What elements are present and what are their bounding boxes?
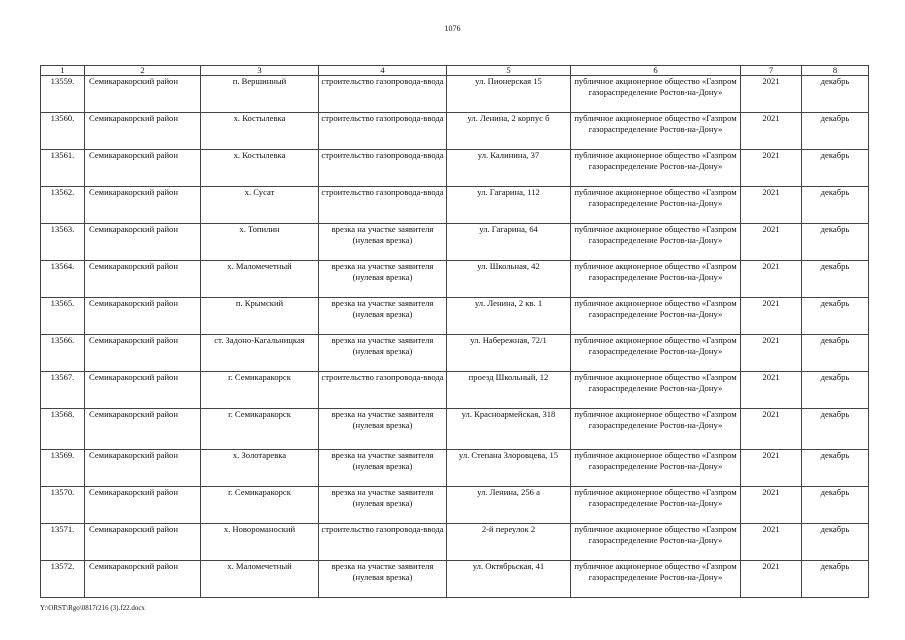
year-cell: 2021 [741,524,802,561]
row-number: 13561. [41,150,85,187]
month-cell: декабрь [802,409,869,450]
table-row [41,450,869,487]
settlement-cell: г. Семикаракорск [201,372,319,409]
year-cell: 2021 [741,335,802,372]
address-cell: ул. Октябрьская, 41 [447,561,571,598]
year-cell: 2021 [741,187,802,224]
year-cell: 2021 [741,298,802,335]
table-row [41,224,869,261]
row-number: 13562. [41,187,85,224]
district-cell: Семикаракорский район [85,409,201,450]
table-row [41,487,869,524]
column-header: 7 [741,66,802,76]
table-row [41,76,869,113]
address-cell: ул. Ленина, 2 кв. 1 [447,298,571,335]
organization-cell: публичное акционерное общество «Газпром газораспределение Ростов-на-Дону» [571,335,741,372]
row-number: 13571. [41,524,85,561]
settlement-cell: х. Новороманоский [201,524,319,561]
settlement-cell: х. Маломечетный [201,561,319,598]
month-cell: декабрь [802,224,869,261]
address-cell: ул. Ленина, 2 корпус б [447,113,571,150]
address-cell: ул. Школьная, 42 [447,261,571,298]
district-cell: Семикаракорский район [85,298,201,335]
row-number: 13563. [41,224,85,261]
settlement-cell: х. Сусат [201,187,319,224]
year-cell: 2021 [741,261,802,298]
work-type-cell: врезка на участке заявителя (нулевая врезка) [319,561,447,598]
settlement-cell: п. Крымский [201,298,319,335]
year-cell: 2021 [741,113,802,150]
district-cell: Семикаракорский район [85,150,201,187]
work-type-cell: строительство газопровода-ввода [319,187,447,224]
organization-cell: публичное акционерное общество «Газпром газораспределение Ростов-на-Дону» [571,487,741,524]
address-cell: ул. Гагарина, 64 [447,224,571,261]
work-type-cell: строительство газопровода-ввода [319,113,447,150]
address-cell: ул. Гагарина, 112 [447,187,571,224]
column-header: 4 [319,66,447,76]
month-cell: декабрь [802,150,869,187]
month-cell: декабрь [802,561,869,598]
address-cell: ул. Ленина, 256 а [447,487,571,524]
settlement-cell: х. Костылевка [201,113,319,150]
settlement-cell: п. Вершинный [201,76,319,113]
address-cell: проезд Школьный, 12 [447,372,571,409]
table-body [41,76,869,598]
district-cell: Семикаракорский район [85,261,201,298]
settlement-cell: х. Костылевка [201,150,319,187]
work-type-cell: врезка на участке заявителя (нулевая врезка) [319,261,447,298]
work-type-cell: врезка на участке заявителя (нулевая врезка) [319,487,447,524]
work-type-cell: врезка на участке заявителя (нулевая врезка) [319,298,447,335]
year-cell: 2021 [741,224,802,261]
settlement-cell: х. Топилин [201,224,319,261]
month-cell: декабрь [802,335,869,372]
year-cell: 2021 [741,409,802,450]
table-row [41,298,869,335]
table-row [41,261,869,298]
district-cell: Семикаракорский район [85,561,201,598]
work-type-cell: строительство газопровода-ввода [319,150,447,187]
row-number: 13560. [41,113,85,150]
district-cell: Семикаракорский район [85,113,201,150]
organization-cell: публичное акционерное общество «Газпром газораспределение Ростов-на-Дону» [571,187,741,224]
year-cell: 2021 [741,76,802,113]
column-header: 8 [802,66,869,76]
work-type-cell: врезка на участке заявителя (нулевая врезка) [319,224,447,261]
address-cell: ул. Красноармейская, 318 [447,409,571,450]
column-header: 6 [571,66,741,76]
work-type-cell: врезка на участке заявителя (нулевая врезка) [319,409,447,450]
address-cell: ул. Набережная, 72/1 [447,335,571,372]
address-cell: ул. Пионерская 15 [447,76,571,113]
table-row [41,524,869,561]
month-cell: декабрь [802,113,869,150]
table-row [41,409,869,450]
column-header: 2 [85,66,201,76]
work-type-cell: строительство газопровода-ввода [319,372,447,409]
row-number: 13570. [41,487,85,524]
district-cell: Семикаракорский район [85,76,201,113]
settlement-cell: ст. Задоно-Кагальницкая [201,335,319,372]
month-cell: декабрь [802,261,869,298]
row-number: 13568. [41,409,85,450]
settlement-cell: г. Семикаракорск [201,409,319,450]
year-cell: 2021 [741,372,802,409]
organization-cell: публичное акционерное общество «Газпром газораспределение Ростов-на-Дону» [571,561,741,598]
district-cell: Семикаракорский район [85,450,201,487]
month-cell: декабрь [802,487,869,524]
data-table [40,65,869,598]
row-number: 13572. [41,561,85,598]
district-cell: Семикаракорский район [85,187,201,224]
organization-cell: публичное акционерное общество «Газпром газораспределение Ростов-на-Дону» [571,113,741,150]
column-header: 1 [41,66,85,76]
district-cell: Семикаракорский район [85,372,201,409]
month-cell: декабрь [802,450,869,487]
settlement-cell: г. Семикаракорск [201,487,319,524]
row-number: 13559. [41,76,85,113]
organization-cell: публичное акционерное общество «Газпром газораспределение Ростов-на-Дону» [571,409,741,450]
organization-cell: публичное акционерное общество «Газпром газораспределение Ростов-на-Дону» [571,261,741,298]
address-cell: ул. Степана Злоровцева, 15 [447,450,571,487]
year-cell: 2021 [741,561,802,598]
district-cell: Семикаракорский район [85,335,201,372]
month-cell: декабрь [802,187,869,224]
month-cell: декабрь [802,372,869,409]
organization-cell: публичное акционерное общество «Газпром газораспределение Ростов-на-Дону» [571,372,741,409]
table-row [41,187,869,224]
organization-cell: публичное акционерное общество «Газпром газораспределение Ростов-на-Дону» [571,450,741,487]
header-row [41,66,869,76]
work-type-cell: строительство газопровода-ввода [319,76,447,113]
page-number: 1076 [444,24,461,33]
organization-cell: публичное акционерное общество «Газпром газораспределение Ростов-на-Дону» [571,224,741,261]
row-number: 13567. [41,372,85,409]
footer-file-path: Y:\ORST\Rgo\0817r216 (3).f22.docx [40,604,145,612]
work-type-cell: врезка на участке заявителя (нулевая врезка) [319,335,447,372]
district-cell: Семикаракорский район [85,487,201,524]
table-row [41,372,869,409]
district-cell: Семикаракорский район [85,524,201,561]
year-cell: 2021 [741,150,802,187]
month-cell: декабрь [802,298,869,335]
row-number: 13566. [41,335,85,372]
work-type-cell: строительство газопровода-ввода [319,524,447,561]
month-cell: декабрь [802,524,869,561]
row-number: 13569. [41,450,85,487]
district-cell: Семикаракорский район [85,224,201,261]
column-header: 5 [447,66,571,76]
table-row [41,561,869,598]
settlement-cell: х. Маломечетный [201,261,319,298]
organization-cell: публичное акционерное общество «Газпром газораспределение Ростов-на-Дону» [571,524,741,561]
year-cell: 2021 [741,487,802,524]
organization-cell: публичное акционерное общество «Газпром газораспределение Ростов-на-Дону» [571,76,741,113]
address-cell: 2-й переулок 2 [447,524,571,561]
organization-cell: публичное акционерное общество «Газпром газораспределение Ростов-на-Дону» [571,150,741,187]
work-type-cell: врезка на участке заявителя (нулевая врезка) [319,450,447,487]
row-number: 13565. [41,298,85,335]
year-cell: 2021 [741,450,802,487]
settlement-cell: х. Золотаревка [201,450,319,487]
row-number: 13564. [41,261,85,298]
column-header: 3 [201,66,319,76]
table-row [41,335,869,372]
table-row [41,113,869,150]
month-cell: декабрь [802,76,869,113]
table-row [41,150,869,187]
organization-cell: публичное акционерное общество «Газпром газораспределение Ростов-на-Дону» [571,298,741,335]
address-cell: ул. Калинина, 37 [447,150,571,187]
